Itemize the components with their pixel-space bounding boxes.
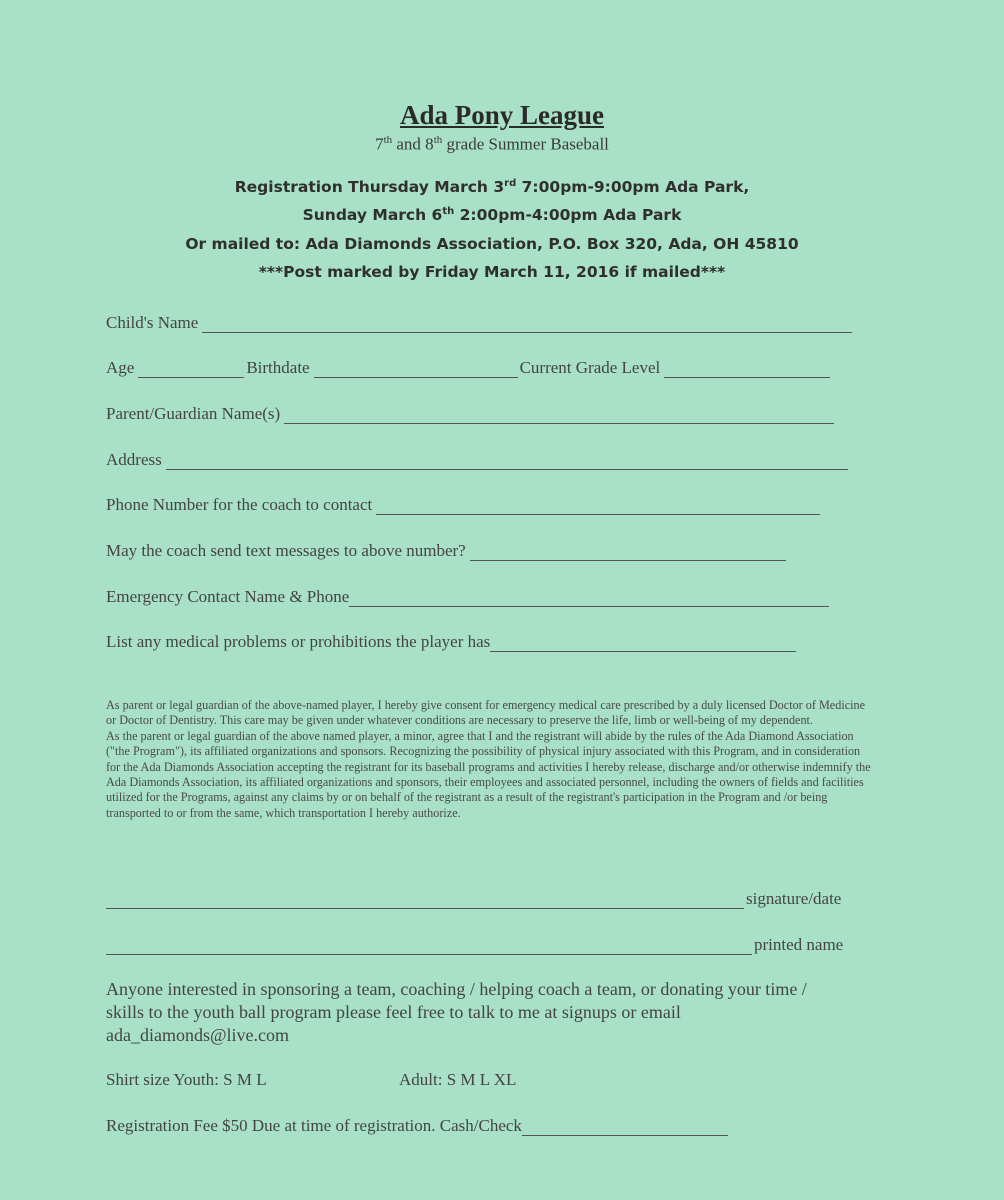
- emergency-row: [106, 587, 829, 607]
- text-permission-field[interactable]: [470, 546, 786, 561]
- shirt-size-adult: Adult: S M L XL: [399, 1070, 517, 1089]
- registration-postmark-note: ***Post marked by Friday March 11, 2016 if mailed***: [258, 263, 726, 281]
- emergency-field[interactable]: [349, 592, 829, 607]
- payment-method-field[interactable]: [522, 1121, 728, 1136]
- age-field[interactable]: [138, 363, 244, 378]
- medical-label: List any medical problems or prohibitions the player has: [106, 632, 491, 651]
- fee-row: [106, 1116, 728, 1136]
- child-name-row: [106, 313, 852, 333]
- address-row: [106, 450, 848, 470]
- age-label: Age: [106, 358, 135, 377]
- printed-name-field[interactable]: [106, 940, 752, 955]
- medical-field[interactable]: [490, 637, 796, 652]
- address-label: Address: [106, 450, 162, 469]
- phone-field[interactable]: [376, 500, 820, 515]
- signature-label: signature/date: [746, 889, 842, 908]
- printed-name-row: [106, 935, 843, 955]
- phone-row: [106, 495, 820, 515]
- page-subtitle: 7th and 8th grade Summer Baseball: [375, 134, 609, 154]
- text-permission-label: May the coach send text messages to above number?: [106, 541, 466, 560]
- age-birthdate-grade-row: [106, 358, 830, 378]
- registration-line-1: Registration Thursday March 3rd 7:00pm-9:00pm Ada Park,: [234, 178, 750, 197]
- contact-email: ada_diamonds@live.com: [106, 1025, 290, 1045]
- birthdate-field[interactable]: [314, 363, 518, 378]
- grade-field[interactable]: [664, 363, 830, 378]
- fee-label: Registration Fee $50 Due at time of registration. Cash/Check: [106, 1116, 522, 1135]
- printed-name-label: printed name: [754, 935, 844, 954]
- liability-release-paragraph: As the parent or legal guardian of the above named player, a minor, agree that I and the registrant will abide by the rules of the Ada Diamond Association ("the Program"), its affiliated organizations and sponsors. Recognizing the possibility of physical injury associated with this Program, and in consideration for the Ada Diamonds Association accepting the registrant for its baseball programs and activities I hereby release, discharge and/or otherwise indemnify the Ada Diamonds Association, its affiliated organizations and sponsors, their employees and associated personnel, including the owners of fields and facilities utilized for the Programs, against any claims by or on behalf of the registrant as a result of the registrant's participation in the Program and /or being transported to or from the same, which transportation I hereby authorize.: [106, 728, 871, 820]
- parent-field[interactable]: [284, 409, 834, 424]
- phone-label: Phone Number for the coach to contact: [106, 495, 373, 514]
- sponsorship-note: Anyone interested in sponsoring a team, coaching / helping coach a team, or donating your time / skills to the youth ball program please feel free to talk to me at signups or email ada_diamonds@live.com: [106, 978, 896, 1047]
- parent-row: [106, 404, 834, 424]
- signature-row: [106, 889, 841, 909]
- child-name-label: Child's Name: [106, 313, 199, 332]
- child-name-field[interactable]: [202, 318, 852, 333]
- emergency-label: Emergency Contact Name & Phone: [106, 587, 350, 606]
- birthdate-label: Birthdate: [246, 358, 310, 377]
- text-permission-row: [106, 541, 786, 561]
- medical-row: [106, 632, 796, 652]
- registration-line-2: Sunday March 6th 2:00pm-4:00pm Ada Park: [302, 206, 682, 225]
- shirt-size-youth: Shirt size Youth: S M L: [106, 1070, 267, 1089]
- address-field[interactable]: [166, 455, 848, 470]
- signature-field[interactable]: [106, 894, 744, 909]
- parent-label: Parent/Guardian Name(s): [106, 404, 281, 423]
- registration-mail-address: Or mailed to: Ada Diamonds Association, P.O. Box 320, Ada, OH 45810: [185, 235, 799, 253]
- legal-consent-text: [106, 698, 876, 821]
- page-title: Ada Pony League: [399, 100, 605, 130]
- grade-label: Current Grade Level: [519, 358, 661, 377]
- medical-consent-paragraph: As parent or legal guardian of the above-named player, I hereby give consent for emergency medical care prescribed by a duly licensed Doctor of Medicine or Doctor of Dentistry. This care may be given under whatever conditions are necessary to preserve the life, limb or well-being of my dependent.: [106, 698, 865, 728]
